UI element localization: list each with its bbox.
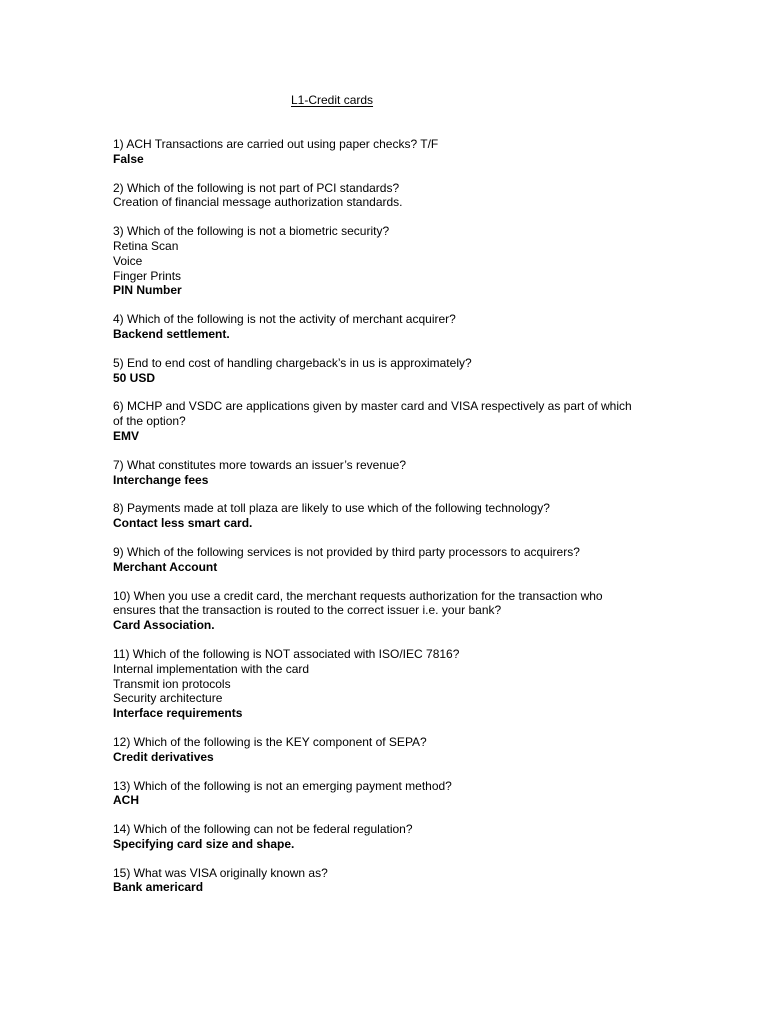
question-text: 1) ACH Transactions are carried out using paper checks? T/F (113, 137, 439, 151)
answer-text: Merchant Account (113, 559, 218, 574)
question-text: 3) Which of the following is not a biometric security? (113, 224, 390, 239)
question-item (113, 501, 643, 531)
answer-text: EMV (113, 428, 140, 443)
question-text: 4) Which of the following is not the activity of merchant acquirer? (113, 312, 456, 327)
option-text: Voice (113, 253, 143, 268)
question-text: 9) Which of the following services is not provided by third party processors to acquirers? (113, 544, 580, 559)
question-text: 14) Which of the following can not be federal regulation? (113, 822, 413, 837)
answer-text: Specifying card size and shape. (113, 836, 295, 851)
question-text: 7) What constitutes more towards an issuer’s revenue? (113, 457, 407, 472)
answer-text: 50 USD (113, 370, 156, 385)
question-item (113, 545, 643, 575)
option-text: Creation of financial message authorization standards. (113, 195, 403, 210)
question-item (113, 399, 643, 443)
page-title: L1-Credit cards (291, 93, 374, 107)
question-item (113, 312, 643, 342)
question-text: 12) Which of the following is the KEY component of SEPA? (113, 734, 427, 749)
question-item (113, 137, 643, 167)
answer-text: Bank americard (113, 880, 204, 895)
question-item (113, 458, 643, 488)
question-item (113, 647, 643, 721)
answer-text: Interchange fees (113, 472, 209, 487)
answer-text: Backend settlement. (113, 326, 230, 341)
question-item (113, 224, 643, 298)
question-text: 2) Which of the following is not part of PCI standards? (113, 180, 400, 195)
option-text: Finger Prints (113, 268, 182, 283)
question-item (113, 735, 643, 765)
question-text: 13) Which of the following is not an emerging payment method? (113, 778, 452, 793)
answer-text: PIN Number (113, 283, 182, 298)
question-item (113, 181, 643, 211)
answer-text: False (113, 151, 144, 166)
question-list (113, 137, 643, 909)
question-item (113, 866, 643, 896)
option-text: Security architecture (113, 691, 223, 706)
option-text: Internal implementation with the card (113, 661, 310, 676)
question-item (113, 356, 643, 386)
question-text: 11) Which of the following is NOT associated with ISO/IEC 7816? (113, 646, 460, 661)
option-text: Retina Scan (113, 238, 179, 253)
question-text: 5) End to end cost of handling chargeback’s in us is approximately? (113, 355, 472, 370)
question-item (113, 822, 643, 852)
answer-text: Interface requirements (113, 706, 243, 721)
question-text: 10) When you use a credit card, the merchant requests authorization for the transaction who ensures that the transaction is routed to the correct issuer i.e. your bank? (113, 588, 606, 618)
option-text: Transmit ion protocols (113, 676, 231, 691)
answer-text: Contact less smart card. (113, 516, 253, 531)
question-text: 6) MCHP and VSDC are applications given by master card and VISA respectively as part of which of the option? (113, 399, 636, 429)
question-text: 15) What was VISA originally known as? (113, 865, 328, 880)
answer-text: Card Association. (113, 618, 215, 633)
question-item (113, 589, 643, 633)
answer-text: Credit derivatives (113, 749, 214, 764)
question-item (113, 779, 643, 809)
answer-text: ACH (113, 793, 139, 808)
question-text: 8) Payments made at toll plaza are likely to use which of the following technology? (113, 501, 550, 516)
